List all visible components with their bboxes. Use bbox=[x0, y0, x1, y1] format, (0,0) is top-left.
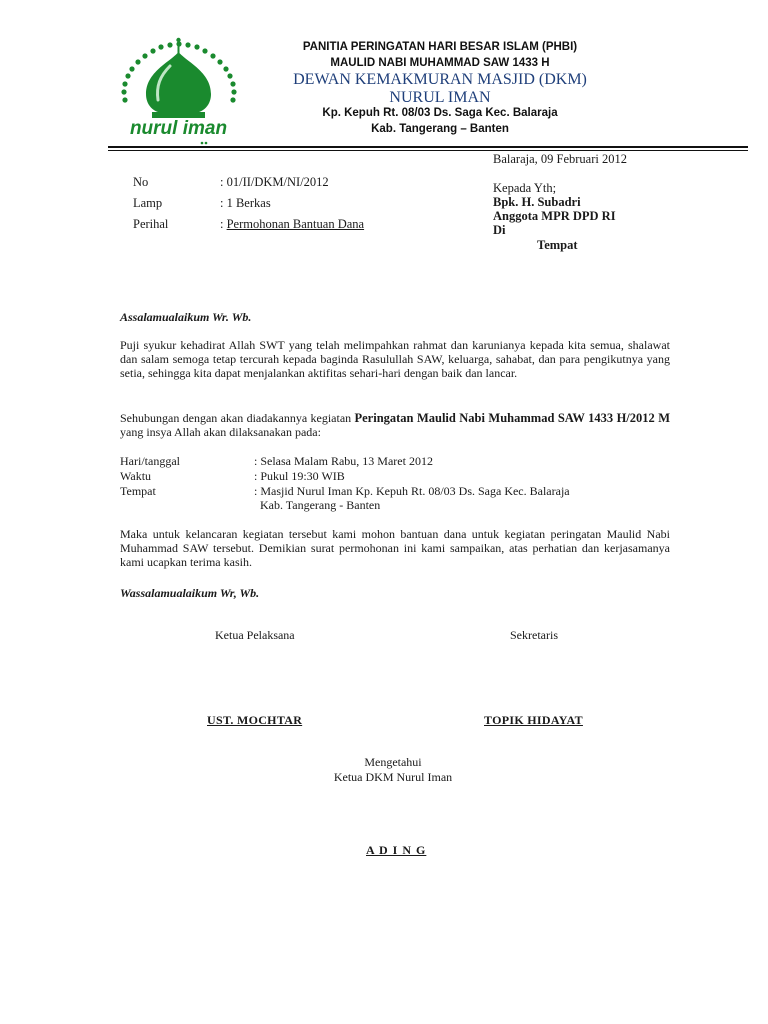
meta-lamp-label: Lamp bbox=[133, 196, 163, 210]
header-event: MAULID NABI MUHAMMAD SAW 1433 H bbox=[330, 57, 550, 69]
recipient-to: Kepada Yth; bbox=[493, 181, 557, 195]
dkm-logo bbox=[112, 30, 247, 150]
mosque-dome-icon bbox=[112, 30, 247, 150]
paragraph-event bbox=[120, 411, 670, 439]
recipient-di: Di bbox=[493, 223, 506, 237]
signature-left-name: UST. MOCHTAR bbox=[207, 713, 303, 727]
header-mosque: NURUL IMAN bbox=[389, 89, 491, 106]
approval-title: Ketua DKM Nurul Iman bbox=[333, 770, 453, 784]
greeting: Assalamualaikum Wr. Wb. bbox=[120, 310, 252, 324]
paragraph-event-pre: Sehubungan dengan akan diadakannya kegiatan bbox=[120, 411, 355, 425]
header-rule-thick bbox=[108, 146, 748, 148]
schedule-day-value: : Selasa Malam Rabu, 13 Maret 2012 bbox=[254, 454, 433, 468]
meta-no-label: No bbox=[133, 175, 149, 189]
schedule-place-value: : Masjid Nurul Iman Kp. Kepuh Rt. 08/03 Ds. Saga Kec. Balaraja bbox=[254, 484, 570, 498]
meta-lamp-value: : 1 Berkas bbox=[220, 196, 271, 210]
signature-left-title: Ketua Pelaksana bbox=[215, 628, 295, 642]
meta-perihal-row bbox=[220, 217, 364, 232]
letter-date: Balaraja, 09 Februari 2012 bbox=[493, 152, 627, 166]
header-org: DEWAN KEMAKMURAN MASJID (DKM) bbox=[293, 71, 587, 88]
schedule-time-label: Waktu bbox=[120, 469, 152, 483]
schedule-day-label: Hari/tanggal bbox=[120, 454, 180, 468]
schedule-place-label: Tempat bbox=[120, 484, 156, 498]
meta-perihal-label: Perihal bbox=[133, 217, 169, 231]
paragraph-event-name: Peringatan Maulid Nabi Muhammad SAW 1433 H/2012 M bbox=[354, 411, 670, 425]
approval-name: A D I N G bbox=[366, 843, 427, 857]
header-rule-thin bbox=[108, 150, 748, 151]
meta-no-value: : 01/II/DKM/NI/2012 bbox=[220, 175, 329, 189]
schedule-place-region: Kab. Tangerang - Banten bbox=[260, 498, 381, 512]
closing: Wassalamualaikum Wr, Wb. bbox=[120, 586, 260, 600]
signature-right-name: TOPIK HIDAYAT bbox=[484, 713, 583, 727]
paragraph-event-post: yang insya Allah akan dilaksanakan pada: bbox=[120, 425, 321, 439]
approval-label: Mengetahui bbox=[364, 755, 422, 769]
paragraph-opening: Puji syukur kehadirat Allah SWT yang telah melimpahkan rahmat dan karunianya kepada kita semua, shalawat dan salam semoga tetap tercurah kepada baginda Rasulullah SAW, keluarga, sahabat, dan para pengikutnya yang setia, sehingga kita dapat menjalankan aktifitas sehari-hari dengan baik dan lancar. bbox=[120, 338, 670, 380]
recipient-name: Bpk. H. Subadri bbox=[493, 195, 581, 209]
header-region: Kab. Tangerang – Banten bbox=[371, 123, 509, 135]
header-address: Kp. Kepuh Rt. 08/03 Ds. Saga Kec. Balaraja bbox=[322, 107, 558, 119]
recipient-position: Anggota MPR DPD RI bbox=[493, 209, 616, 223]
header-committee: PANITIA PERINGATAN HARI BESAR ISLAM (PHBI) bbox=[302, 41, 578, 53]
recipient-place: Tempat bbox=[537, 238, 578, 252]
meta-perihal-value: Permohonan Bantuan Dana bbox=[226, 217, 365, 231]
paragraph-request: Maka untuk kelancaran kegiatan tersebut kami mohon bantuan dana untuk kegiatan peringatan Maulid Nabi Muhammad SAW tersebut. Demikian surat permohonan ini kami sampaikan, atas perhatian dan kerjasamanya kami ucapkan terima kasih. bbox=[120, 527, 670, 569]
signature-right-title: Sekretaris bbox=[510, 628, 558, 642]
svg-text:nurul iman: nurul iman bbox=[129, 118, 228, 139]
meta-perihal-colon: : bbox=[220, 217, 227, 231]
schedule-time-value: : Pukul 19:30 WIB bbox=[254, 469, 345, 483]
